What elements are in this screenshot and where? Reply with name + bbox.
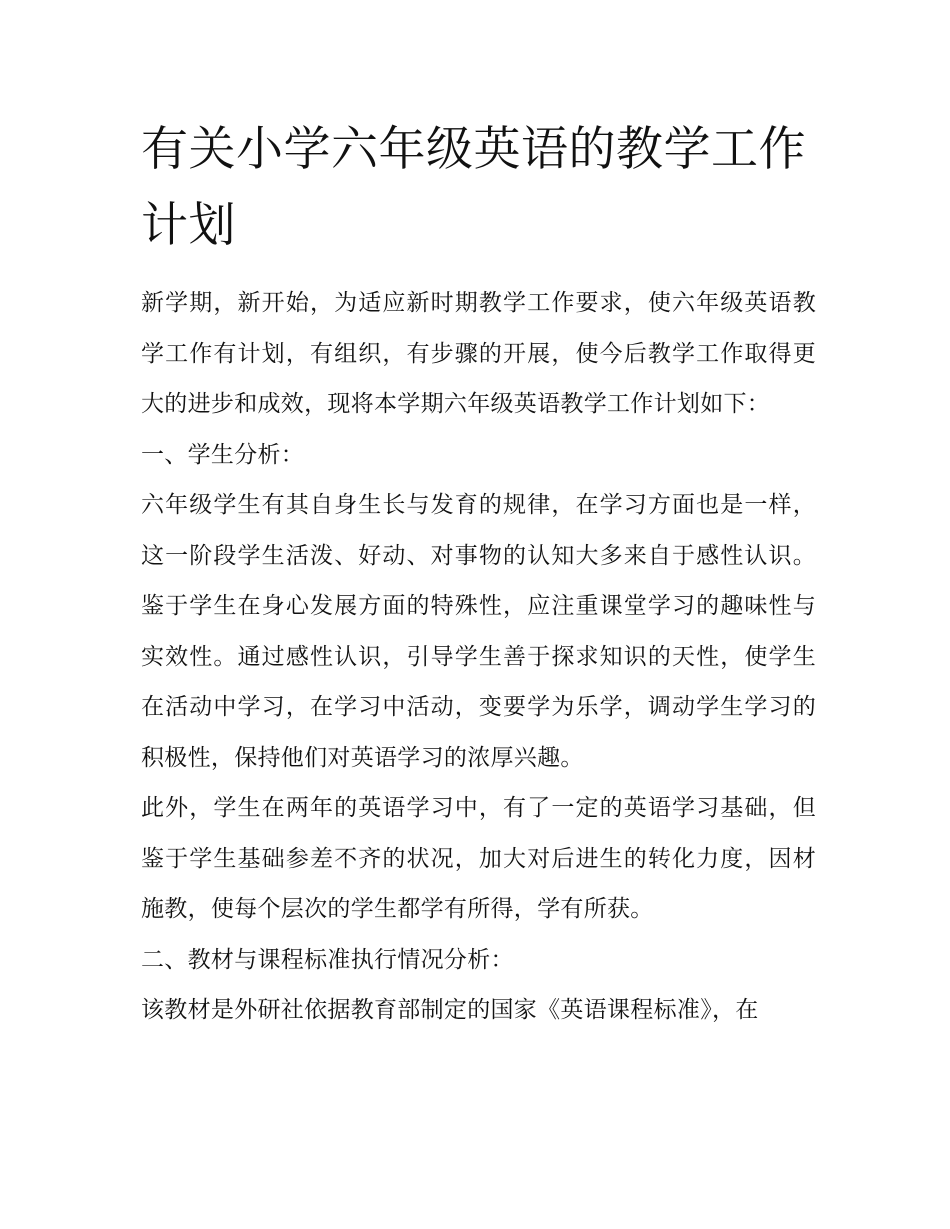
student-foundation-paragraph: 此外，学生在两年的英语学习中，有了一定的英语学习基础，但鉴于学生基础参差不齐的状况，加大对后进生的转化力度，因材施教，使每个层次的学生都学有所得，学有所获。	[141, 795, 816, 922]
section-heading-student-analysis: 一、学生分析：	[141, 441, 305, 468]
student-analysis-paragraph: 六年级学生有其自身生长与发育的规律，在学习方面也是一样，这一阶段学生活泼、好动、对事物的认知大多来自于感性认识。鉴于学生在身心发展方面的特殊性，应注重课堂学习的趣味性与实效性。通过感性认识，引导学生善于探求知识的天性，使学生在活动中学习，在学习中活动，变要学为乐学，调动学生学习的积极性，保持他们对英语学习的浓厚兴趣。	[141, 492, 816, 771]
section-heading-textbook-analysis: 二、教材与课程标准执行情况分析：	[141, 946, 514, 973]
document-title: 有关小学六年级英语的教学工作计划	[141, 122, 806, 253]
textbook-analysis-paragraph: 该教材是外研社依据教育部制定的国家《英语课程标准》，在	[141, 997, 759, 1023]
intro-paragraph: 新学期，新开始，为适应新时期教学工作要求，使六年级英语教学工作有计划，有组织，有步骤的开展，使今后教学工作取得更大的进步和成效，现将本学期六年级英语教学工作计划如下：	[141, 290, 816, 417]
document-page	[141, 112, 816, 1036]
